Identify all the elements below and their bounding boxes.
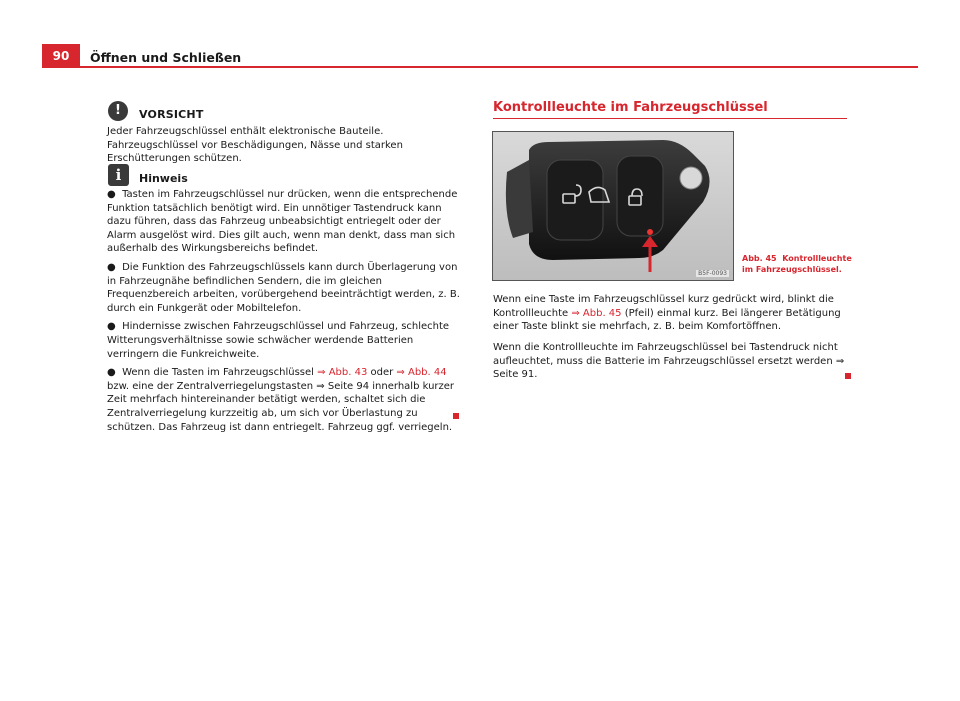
bullet-text: Tasten im Fahrzeugschlüssel nur drücken, wenn die entsprechende Funktion tatsächlich benötigt wird. Ein unnötiger Tastendruck kann dazu führen, dass das Fahrzeug unbeabsichtigt entriegelt oder der Alarm ausgelöst wird. Dies gilt auch, wenn man denkt, dass man sich außerhalb des Wirkungsbereichs befindet. (107, 189, 458, 255)
note-list (107, 188, 460, 439)
bullet-dot: ● (107, 261, 116, 273)
list-item (107, 366, 460, 434)
caption-label: Abb. 45 (742, 254, 777, 263)
bullet-text-a: Wenn die Tasten im Fahrzeugschlüssel (122, 367, 318, 379)
bullet-text: Die Funktion des Fahrzeugschlüssels kann durch Überlagerung von in Fahrzeugnähe befindlichen Sendern, die im gleichen Frequenzbereich arbeiten, vorübergehend beeinträchtigt werden, z. B. durch ein Funkgerät oder Mobiltelefon. (107, 261, 460, 314)
key-figure (492, 131, 734, 281)
list-item (107, 261, 460, 315)
para1-text-a: Wenn eine Taste im Fahrzeugschlüssel kurz gedrückt wird, blinkt die Kontrollleuchte (493, 294, 834, 319)
bullet-text: Hindernisse zwischen Fahrzeugschlüssel und Fahrzeug, schlechte Witterungsverhältnisse sowie schwächer werdende Batterien verringern die Funkreichweite. (107, 321, 450, 360)
para1-text-b: (Pfeil) einmal kurz. Bei längerer Betätigung einer Taste blinkt sie mehrfach, z. B. beim Komfortöffnen. (493, 307, 841, 333)
list-item (107, 188, 460, 256)
bullet-dot: ● (107, 189, 116, 200)
info-icon: i (108, 164, 129, 186)
section-rule (493, 118, 847, 119)
section-title: Kontrollleuchte im Fahrzeugschlüssel (493, 100, 768, 115)
end-marker (845, 373, 851, 379)
bullet-dot: ● (107, 321, 116, 333)
page-number: 90 (42, 44, 80, 68)
car-key-illustration (493, 132, 733, 280)
bullet-text-b: oder (367, 367, 397, 379)
bullet-text-c: bzw. eine der Zentralverriegelungstasten ⇒ Seite 94 innerhalb kurzer Zeit mehrfach hintereinander betätigt werden, schaltet sich die Zentralverriegelung kurzzeitig ab, um sich vor Überlastung zu schützen. Das Fahrzeug ist dann entriegelt. Fahrzeug ggf. verriegeln. (107, 380, 455, 433)
caption-text: Kontrollleuchte im Fahrzeugschlüssel. (742, 254, 852, 274)
figure-link-43[interactable]: ⇒ Abb. 43 (317, 367, 368, 379)
exclamation-icon: ! (108, 101, 128, 121)
figure-code: B5F-0093 (698, 270, 727, 277)
bullet-dot: ● (107, 367, 116, 379)
caution-text: Jeder Fahrzeugschlüssel enthält elektronische Bauteile. Fahrzeugschlüssel vor Beschädigungen, Nässe und starken Erschütterungen schützen. (107, 126, 403, 165)
note-title: Hinweis (139, 172, 188, 185)
figure-caption (742, 254, 852, 275)
caution-title: VORSICHT (139, 108, 204, 121)
list-item (107, 320, 460, 361)
figure-link-45[interactable]: ⇒ Abb. 45 (571, 307, 622, 319)
section-para-1 (493, 293, 848, 334)
header-rule (80, 66, 918, 68)
end-marker (453, 413, 459, 419)
figure-link-44[interactable]: ⇒ Abb. 44 (396, 367, 447, 379)
section-para-2: Wenn die Kontrollleuchte im Fahrzeugschlüssel bei Tastendruck nicht aufleuchtet, muss die Batterie im Fahrzeugschlüssel ersetzt werden ⇒ Seite 91. (493, 342, 845, 381)
chapter-title: Öffnen und Schließen (90, 50, 242, 65)
